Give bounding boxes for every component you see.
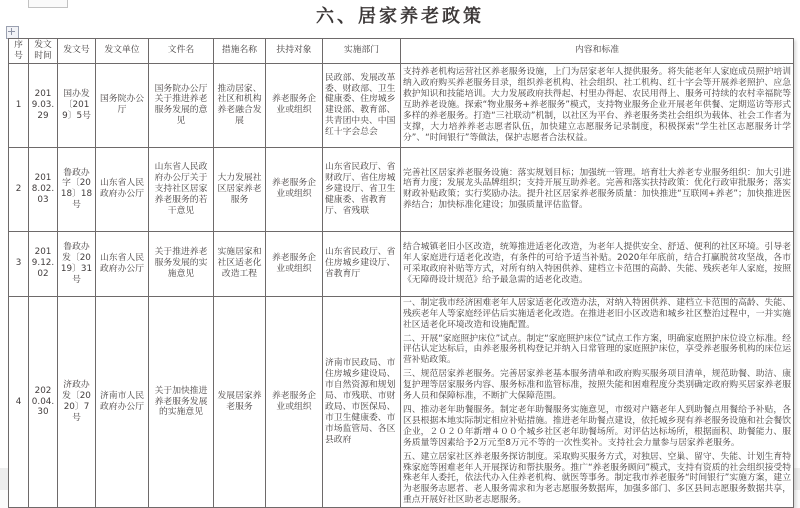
cell-measure-name[interactable]: 实施居家和社区适老化改造工程 [214, 231, 266, 296]
cell-file-name[interactable]: 关于加快推进养老服务发展的实施意见 [149, 296, 214, 507]
header-serial[interactable]: 序号 [9, 39, 29, 64]
content-paragraph: 完善社区居家养老服务设施：落实规划目标；加强统一管理。培育壮大养老专业服务组织：加大引进培育力度；发展龙头品牌组织；支持开展互助养老。完善和落实扶持政策：优化行政审批服务；落实财政补贴政策；实行奖励办法。提升社区居家养老服务质量：加快推进“互联网+养老”；加快推进医养结合；加快标准化建设；加强质量评估监督。 [403, 167, 791, 211]
page-title[interactable]: 六、居家养老政策 [316, 6, 484, 27]
table-row [9, 147, 794, 231]
table-row [9, 296, 794, 507]
header-issue-date[interactable]: 发文时间 [29, 39, 58, 64]
cell-issuing-unit[interactable]: 山东省人民政府办公厅 [96, 147, 149, 231]
cell-content[interactable] [401, 147, 794, 231]
cell-doc-number[interactable]: 国办发〔2019〕5号 [58, 63, 96, 147]
cell-issuing-unit[interactable]: 济南市人民政府办公厅 [96, 296, 149, 507]
cell-measure-name[interactable]: 发展居家养老服务 [214, 296, 266, 507]
cell-implementing-dept[interactable]: 济南市民政局、市住房城乡建设局、市自然资源和规划局、市残联、市财政局、市医保局、市卫生健康委、市市场监管局、各区县政府 [323, 296, 401, 507]
header-file-name[interactable]: 文件名 [149, 39, 214, 64]
cell-support-target[interactable]: 养老服务企业或组织 [266, 63, 323, 147]
cell-issuing-unit[interactable]: 山东省人民政府办公厅 [96, 231, 149, 296]
table-header-row [9, 39, 794, 64]
cell-serial[interactable]: 3 [9, 231, 29, 296]
cell-implementing-dept[interactable]: 山东省民政厅、省住房城乡建设厅、省教育厅 [323, 231, 401, 296]
content-paragraph: 一、制定我市经济困难老年人居家适老化改造办法，对纳入特困供养、建档立卡范围的高龄、失能、残疾老年人等家庭经评估后实施适老化改造。在推进老旧小区改造和城乡社区整治过程中，一并实施社区适老化环境改造和设施配置。 [403, 297, 791, 330]
content-paragraph: 五、建立居家社区养老服务探访制度。采取购买服务方式，对独居、空巢、留守、失能、计划生育特殊家庭等困难老年人开展探访和帮扶服务。推广“养老服务顾问”模式，支持有资质的社会组织接受特殊老年人委托，依法代办入住养老机构、就医等事务。制定我市养老服务“时间银行”实施方案，建立为老服务志愿者、老人服务需求和为老志愿服务数据库，加强多部门、多区县间志愿服务数据共享，重点开展好社区助老志愿服务。 [403, 451, 791, 506]
cell-file-name[interactable]: 山东省人民政府办公厅关于支持社区居家养老服务的若干意见 [149, 147, 214, 231]
table-row [9, 63, 794, 147]
cell-issuing-unit[interactable]: 国务院办公厅 [96, 63, 149, 147]
cell-implementing-dept[interactable]: 山东省民政厅、省财政厅、省住房城乡建设厅、省卫生健康委、省教育厅、省残联 [323, 147, 401, 231]
header-issuing-unit[interactable]: 发文单位 [96, 39, 149, 64]
header-content-standard[interactable]: 内容和标准 [401, 39, 794, 64]
cell-content[interactable] [401, 296, 794, 507]
cell-measure-name[interactable]: 大力发展社区居家养老服务 [214, 147, 266, 231]
plus-icon [11, 28, 12, 35]
cell-issue-date[interactable]: 2019.03.29 [29, 63, 58, 147]
content-paragraph: 三、规范居家养老服务。完善居家养老基本服务清单和政府购买服务项目清单，规范助餐、助洁、康复护理等居家服务内容、服务标准和监管标准，按照失能和困难程度分类别确定政府购买居家养老服务人员和保障标准，不断扩大保障范围。 [403, 369, 791, 402]
cell-issue-date[interactable]: 2020.04.30 [29, 296, 58, 507]
cell-content[interactable] [401, 63, 794, 147]
content-paragraph: 四、推动老年助餐服务。制定老年助餐服务实施意见，市级对户籍老年人到助餐点用餐给予补贴，各区县根据本地实际制定相应补贴措施。推进老年助餐点建设，依托城乡现有养老服务设施和社会餐饮企业，２０２０年新增４００个城乡社区老年助餐场所。对评估达标场所，根据面积、助餐能力、服务质量等因素给予2万元至8万元不等的一次性奖补。支持社会力量参与居家养老服务。 [403, 404, 791, 448]
cell-doc-number[interactable]: 鲁政办发〔2019〕31号 [58, 231, 96, 296]
cell-serial[interactable]: 1 [9, 63, 29, 147]
cell-content[interactable] [401, 231, 794, 296]
content-paragraph: 二、开展“家庭照护床位”试点。制定“家庭照护床位”试点工作方案，明确家庭照护床位设立标准。经评估认定达标后，由养老服务机构登记并纳入日常管理的家庭照护床位，享受养老服务机构的床位运营补贴政策。 [403, 333, 791, 366]
cell-doc-number[interactable]: 鲁政办字〔2018〕18号 [58, 147, 96, 231]
cell-file-name[interactable]: 国务院办公厅关于推进养老服务发展的意见 [149, 63, 214, 147]
cell-implementing-dept[interactable]: 民政部、发展改革委、财政部、卫生健康委、住房城乡建设部、教育部、共青团中央、中国红十字会总会 [323, 63, 401, 147]
cell-support-target[interactable]: 养老服务企业或组织 [266, 231, 323, 296]
policy-table [8, 38, 794, 508]
content-paragraph: 支持养老机构运营社区养老服务设施，上门为居家老年人提供服务。将失能老年人家庭成员照护培训纳入政府购买养老服务目录，组织养老机构、社会组织、社工机构、红十字会等开展养老照护、应急救护知识和技能培训。大力发展政府扶得起、村里办得起、农民用得上、服务可持续的农村幸福院等互助养老设施。探索“物业服务+养老服务”模式，支持物业服务企业开展老年供餐、定期巡访等形式多样的养老服务。打造“三社联动”机制，以社区为平台、养老服务类社会组织为载体、社会工作者为支撑，大力培养养老志愿者队伍，加快建立志愿服务记录制度，积极探索“学生社区志愿服务计学分”、“时间银行”等做法，保护志愿者合法权益。 [403, 67, 791, 143]
table-row [9, 231, 794, 296]
cell-issue-date[interactable]: 2019.12.02 [29, 231, 58, 296]
header-support-target[interactable]: 扶持对象 [266, 39, 323, 64]
header-doc-number[interactable]: 发文号 [58, 39, 96, 64]
cell-doc-number[interactable]: 济政办发〔2020〕7号 [58, 296, 96, 507]
content-paragraph: 结合城镇老旧小区改造，统筹推进适老化改造，为老年人提供安全、舒适、便利的社区环境。引导老年人家庭进行适老化改造，有条件的可给予适当补贴。2020年年底前，结合打赢脱贫攻坚战，各市可采取政府补贴等方式，对所有纳入特困供养、建档立卡范围的高龄、失能、残疾老年人家庭，按照《无障碍设计规范》给予最急需的适老化改造。 [403, 242, 791, 285]
cell-support-target[interactable]: 养老服务企业或组织 [266, 296, 323, 507]
cell-support-target[interactable]: 养老服务企业或组织 [266, 147, 323, 231]
cell-issue-date[interactable]: 2018.02.03 [29, 147, 58, 231]
header-measure-name[interactable]: 措施名称 [214, 39, 266, 64]
cell-measure-name[interactable]: 推动居家、社区和机构养老融合发展 [214, 63, 266, 147]
cell-serial[interactable]: 4 [9, 296, 29, 507]
cell-serial[interactable]: 2 [9, 147, 29, 231]
header-implementing-dept[interactable]: 实施部门 [323, 39, 401, 64]
cell-file-name[interactable]: 关于推进养老服务发展的实施意见 [149, 231, 214, 296]
